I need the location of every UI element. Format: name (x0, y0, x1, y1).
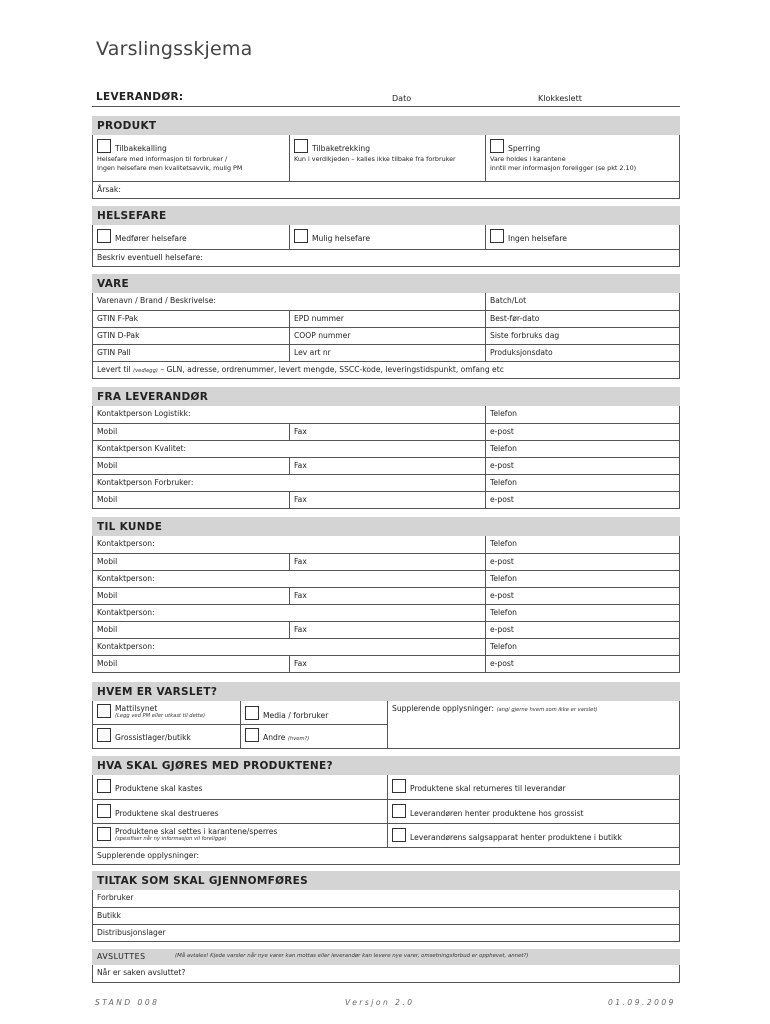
option-label: Tilbaketrekking (312, 144, 371, 153)
epost-field[interactable]: e-post (485, 424, 679, 440)
vare-field[interactable]: GTIN D-Pak (97, 331, 140, 340)
produkt-option-tilbaketrekking[interactable] (289, 135, 485, 181)
option-desc: Ingen helsefare men kvalitetsavvik, mulig PM (97, 163, 243, 172)
fax-field[interactable]: Fax (289, 424, 485, 440)
option-label: Produktene skal returneres til leverandør (410, 784, 566, 793)
kontaktperson-field[interactable]: Kontaktperson: (97, 574, 155, 583)
checkbox[interactable] (97, 139, 111, 153)
option-label: Produktene skal settes i karantene/sperres (115, 827, 278, 836)
epost-field[interactable]: e-post (485, 458, 679, 474)
checkbox[interactable] (97, 827, 111, 841)
option-desc: Kun i verdikjeden – kalles ikke tilbake fra forbruker (294, 155, 456, 163)
telefon-field[interactable]: Telefon (485, 605, 679, 621)
mobil-field[interactable]: Mobil (97, 659, 118, 668)
checkbox[interactable] (490, 229, 504, 243)
checkbox[interactable] (490, 139, 504, 153)
telefon-field[interactable]: Telefon (485, 475, 679, 491)
mobil-field[interactable]: Mobil (97, 461, 118, 470)
option-desc: Helsefare med informasjon til forbruker / (97, 155, 228, 163)
option-label: Mulig helsefare (312, 234, 370, 243)
hva-option[interactable] (387, 775, 679, 799)
option-desc: inntil mer informasjon foreligger (se pkt 2.10) (490, 163, 637, 172)
fra-leverandor-header: FRA LEVERANDØR (92, 387, 680, 406)
hva-option[interactable] (93, 800, 387, 823)
checkbox[interactable] (392, 828, 406, 842)
kontaktperson-logistikk-field[interactable]: Kontaktperson Logistikk: (97, 409, 191, 418)
option-label: Produktene skal kastes (115, 784, 203, 793)
hva-option[interactable] (387, 800, 679, 823)
kontaktperson-field[interactable]: Kontaktperson: (97, 642, 155, 651)
telefon-field[interactable]: Telefon (485, 441, 679, 457)
helsefare-option[interactable] (93, 225, 289, 249)
page-title: Varslingsskjema (96, 38, 253, 60)
checkbox[interactable] (245, 728, 259, 742)
telefon-field[interactable]: Telefon (485, 571, 679, 587)
epost-field[interactable]: e-post (485, 554, 679, 570)
checkbox[interactable] (294, 139, 308, 153)
fra-leverandor-section (92, 387, 680, 509)
mobil-field[interactable]: Mobil (97, 427, 118, 436)
option-label: Sperring (508, 144, 541, 153)
andre-option[interactable] (240, 725, 387, 748)
klokkeslett-label: Klokkeslett (538, 94, 582, 103)
fax-field[interactable]: Fax (289, 554, 485, 570)
hva-supplerende-field[interactable]: Supplerende opplysninger: (97, 851, 200, 860)
produkt-option-tilbakekalling[interactable] (93, 135, 289, 181)
grossist-option[interactable] (93, 725, 240, 748)
helsefare-header: HELSEFARE (92, 206, 680, 225)
epost-field[interactable]: e-post (485, 588, 679, 604)
vare-field[interactable]: EPD nummer (289, 311, 485, 327)
vedlegg-note: (vedlegg) (133, 368, 158, 374)
fax-field[interactable]: Fax (289, 588, 485, 604)
avsluttet-field[interactable]: Når er saken avsluttet? (97, 968, 186, 977)
option-label: Andre (263, 733, 286, 742)
checkbox[interactable] (392, 804, 406, 818)
leverandor-row (92, 90, 680, 107)
vare-field[interactable]: Siste forbruks dag (485, 328, 679, 344)
vare-header: VARE (92, 274, 680, 293)
kontaktperson-field[interactable]: Kontaktperson: (97, 608, 155, 617)
fax-field[interactable]: Fax (289, 622, 485, 638)
checkbox[interactable] (97, 704, 111, 718)
avslutt-section (92, 949, 680, 983)
checkbox[interactable] (97, 229, 111, 243)
hva-option[interactable] (93, 824, 387, 847)
tiltak-header: TILTAK SOM SKAL GJENNOMFØRES (92, 871, 680, 890)
avslutt-header (92, 949, 680, 965)
vare-field[interactable]: COOP nummer (289, 328, 485, 344)
helsefare-option[interactable] (289, 225, 485, 249)
hva-header: HVA SKAL GJØRES MED PRODUKTENE? (92, 756, 680, 775)
supp-note: (angi gjerne hvem som ikke er varslet) (496, 707, 598, 713)
media-option[interactable] (240, 701, 387, 724)
fax-field[interactable]: Fax (289, 656, 485, 672)
epost-field[interactable]: e-post (485, 492, 679, 508)
vare-field[interactable]: Batch/Lot (485, 293, 679, 310)
option-note: (spesifiser når ny informasjon vil foreligge) (115, 836, 227, 842)
mattilsynet-option[interactable] (93, 701, 240, 724)
tiltak-distribusjonslager-field[interactable]: Distribusjonslager (97, 928, 166, 937)
produkt-header: PRODUKT (92, 116, 680, 135)
option-label: Grossistlager/butikk (115, 733, 191, 742)
til-kunde-section (92, 517, 680, 673)
option-label: Tilbakekalling (115, 144, 167, 153)
vare-field[interactable]: Produksjonsdato (485, 345, 679, 361)
helsefare-option[interactable] (485, 225, 679, 249)
produkt-option-sperring[interactable] (485, 135, 679, 181)
telefon-field[interactable]: Telefon (485, 639, 679, 655)
footer-version: Versjon 2.0 (345, 998, 415, 1007)
vare-field[interactable]: GTIN Pall (97, 348, 131, 357)
option-note: (Legg ved PM eller utkast til dette) (115, 713, 206, 719)
option-label: Ingen helsefare (508, 234, 567, 243)
kontaktperson-forbruker-field[interactable]: Kontaktperson Forbruker: (97, 478, 194, 487)
option-desc: Vare holdes i karantene (490, 155, 566, 163)
supp-label: Supplerende opplysninger: (392, 704, 495, 713)
footer-code: STAND 008 (95, 998, 160, 1007)
hvem-section (92, 682, 680, 749)
helsefare-section (92, 206, 680, 267)
option-note: (hvem?) (287, 736, 310, 742)
avslutt-note: (Må avtales! Kjede varsler når nye varer kan mottas eller leverandør kan levere nye varer, omsetningsforbud er opphevet, annet?) (175, 953, 529, 959)
kontaktperson-kvalitet-field[interactable]: Kontaktperson Kvalitet: (97, 444, 187, 453)
option-label: Mattilsynet (115, 704, 158, 713)
vare-field[interactable]: GTIN F-Pak (97, 314, 138, 323)
mobil-field[interactable]: Mobil (97, 625, 118, 634)
til-kunde-header: TIL KUNDE (92, 517, 680, 536)
vare-section (92, 274, 680, 379)
dato-label: Dato (392, 94, 412, 103)
telefon-field[interactable]: Telefon (485, 406, 679, 423)
checkbox[interactable] (392, 779, 406, 793)
arsak-field[interactable]: Årsak: (97, 185, 121, 194)
hva-option[interactable] (93, 775, 387, 799)
mobil-field[interactable]: Mobil (97, 591, 118, 600)
hva-section (92, 756, 680, 865)
epost-field[interactable]: e-post (485, 656, 679, 672)
hvem-supplerende-field[interactable] (387, 701, 679, 748)
avslutt-title: AVSLUTTES (97, 952, 146, 961)
hvem-header: HVEM ER VARSLET? (92, 682, 680, 701)
option-label: Produktene skal destrueres (115, 809, 219, 818)
option-label: Leverandørens salgsapparat henter produktene i butikk (410, 833, 622, 842)
levert-til-desc: – GLN, adresse, ordrenummer, levert mengde, SSCC-kode, leveringstidspunkt, omfang etc (160, 365, 504, 374)
tiltak-butikk-field[interactable]: Butikk (97, 911, 121, 920)
tiltak-forbruker-field[interactable]: Forbruker (97, 893, 134, 902)
levert-til-field[interactable] (93, 362, 679, 378)
checkbox[interactable] (97, 728, 111, 742)
checkbox[interactable] (245, 706, 259, 720)
checkbox[interactable] (97, 804, 111, 818)
checkbox[interactable] (294, 229, 308, 243)
kontaktperson-field[interactable]: Kontaktperson: (97, 539, 155, 548)
tiltak-section (92, 871, 680, 942)
fax-field[interactable]: Fax (289, 492, 485, 508)
leverandor-label: LEVERANDØR: (96, 91, 184, 103)
mobil-field[interactable]: Mobil (97, 495, 118, 504)
produkt-section (92, 116, 680, 199)
mobil-field[interactable]: Mobil (97, 557, 118, 566)
option-label: Leverandøren henter produktene hos grossist (410, 809, 584, 818)
telefon-field[interactable]: Telefon (485, 536, 679, 553)
option-label: Medfører helsefare (115, 234, 187, 243)
vare-field[interactable]: Lev art nr (289, 345, 485, 361)
vare-field[interactable]: Best-før-dato (485, 311, 679, 327)
fax-field[interactable]: Fax (289, 458, 485, 474)
option-label: Media / forbruker (263, 711, 329, 720)
epost-field[interactable]: e-post (485, 622, 679, 638)
footer-date: 01.09.2009 (608, 998, 676, 1007)
vare-field[interactable]: Varenavn / Brand / Beskrivelse: (97, 296, 216, 305)
beskriv-helsefare-field[interactable]: Beskriv eventuell helsefare: (97, 253, 203, 262)
hva-option[interactable] (387, 824, 679, 847)
checkbox[interactable] (97, 779, 111, 793)
levert-til-label: Levert til (97, 365, 131, 374)
